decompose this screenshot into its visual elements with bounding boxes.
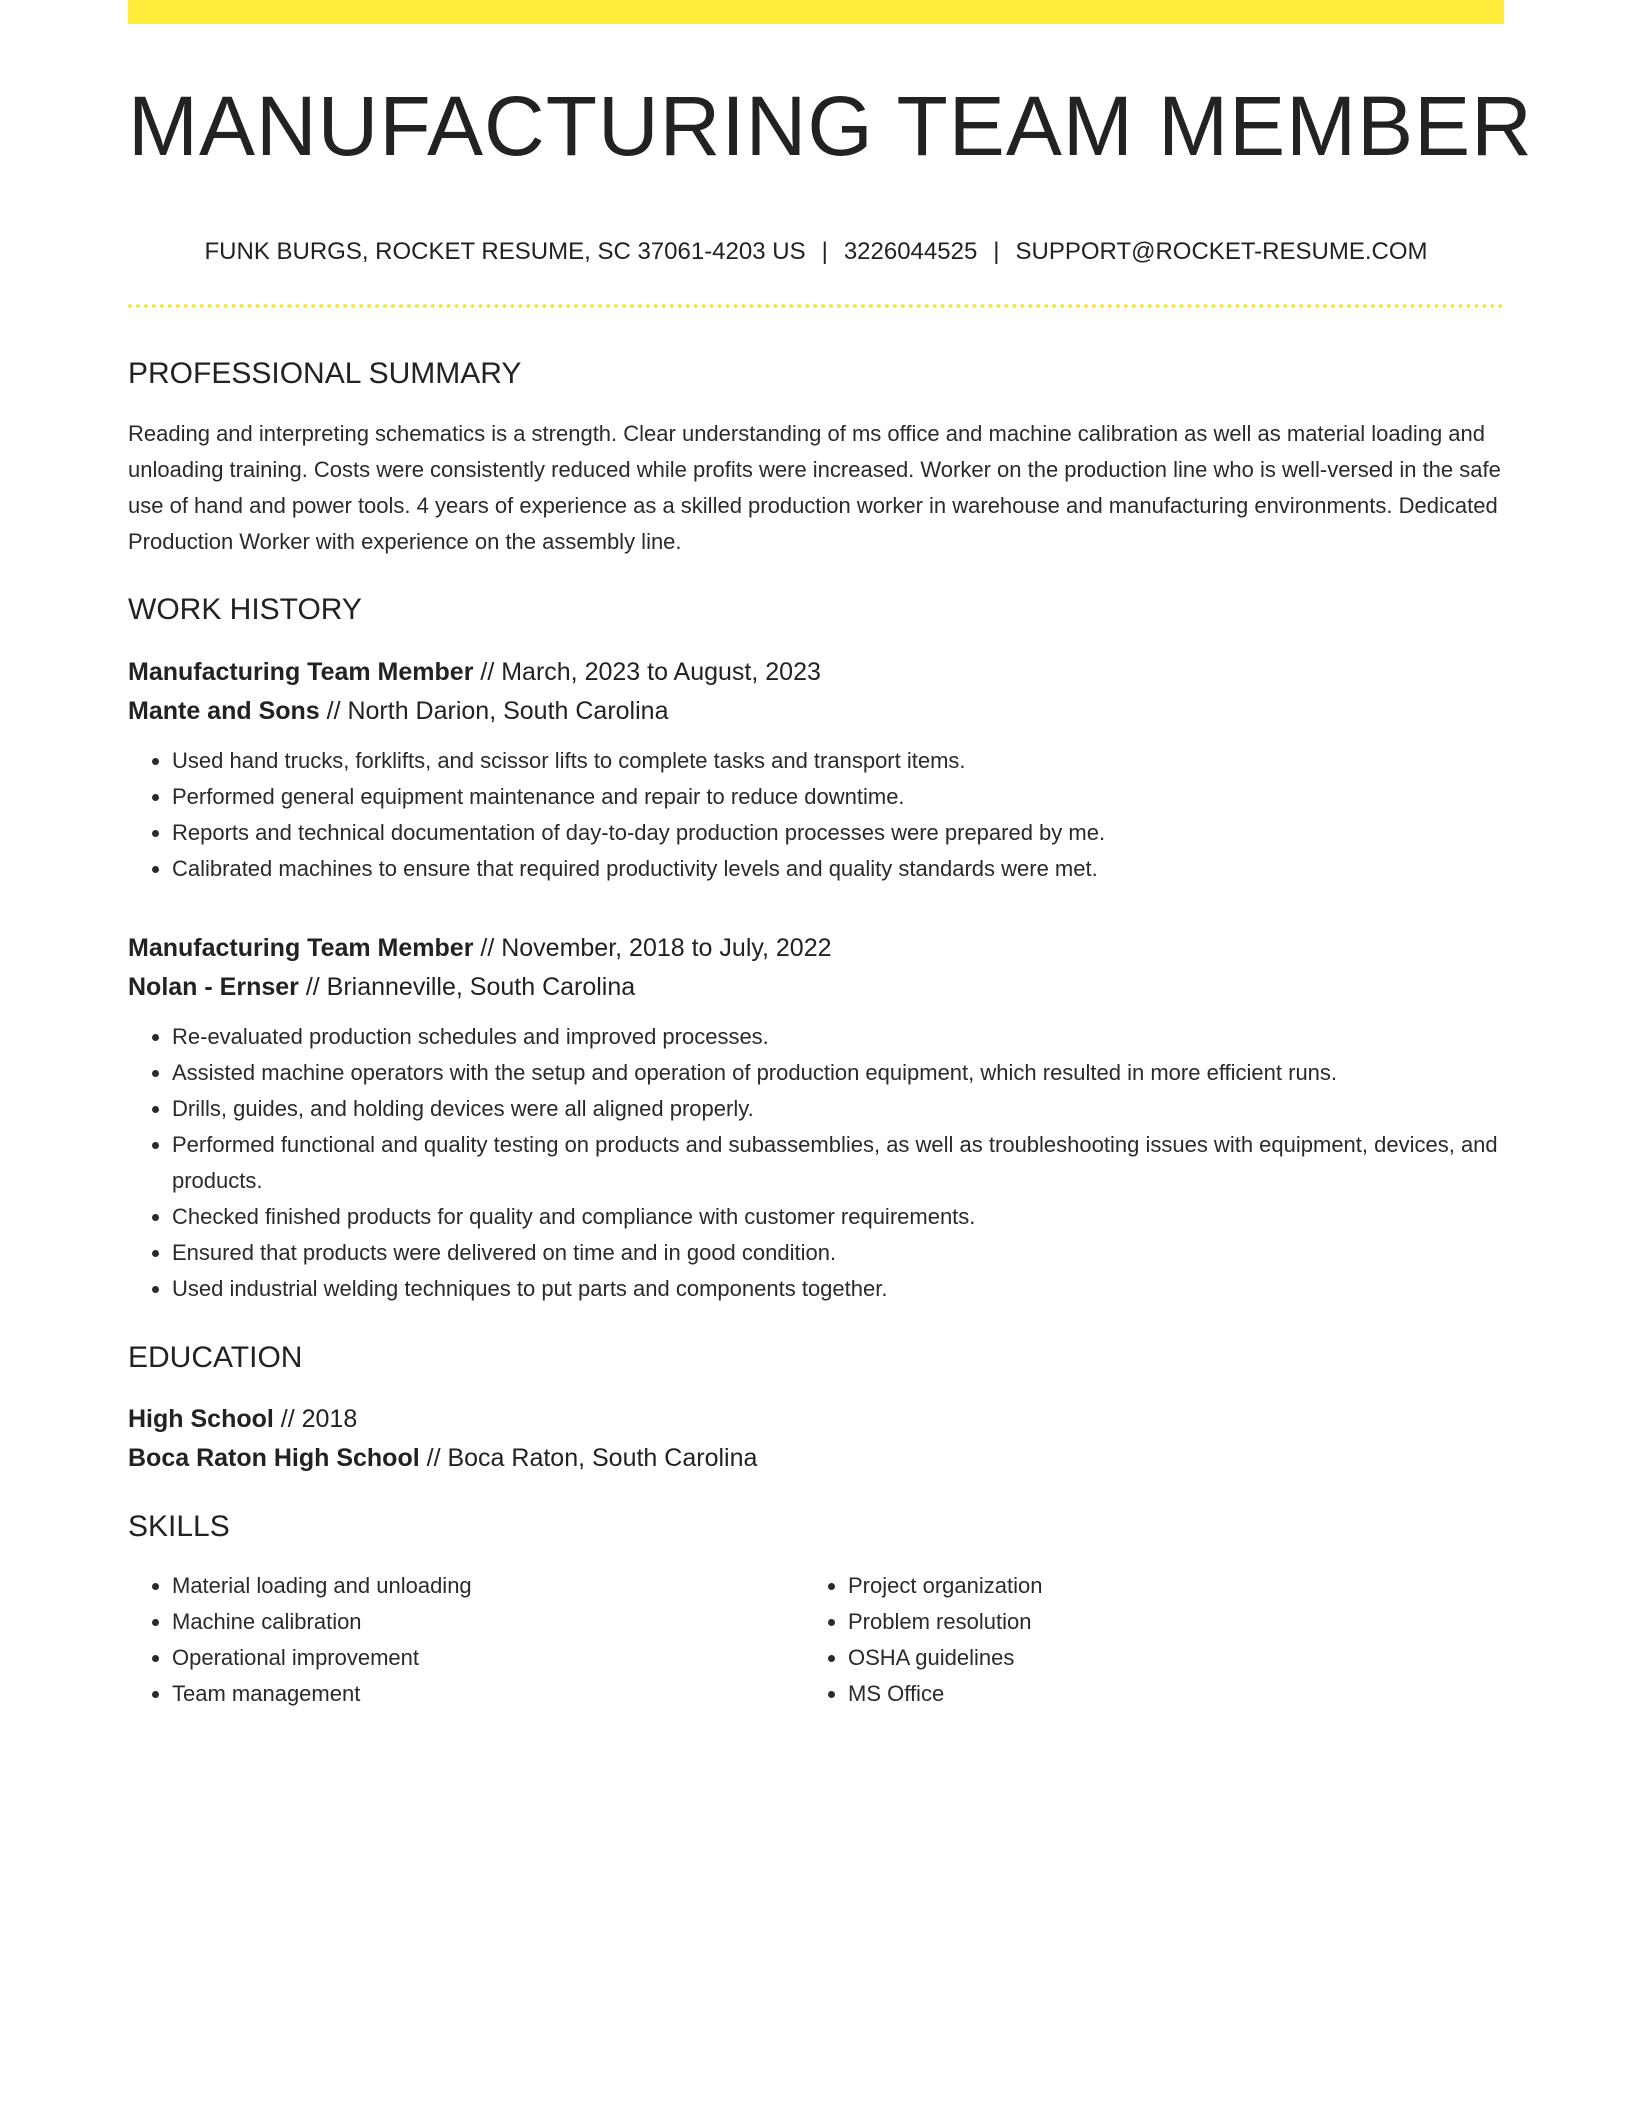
job-dates: // November, 2018 to July, 2022 xyxy=(473,934,832,962)
education-school-line xyxy=(128,1439,1504,1478)
job-company-line xyxy=(128,968,1504,1007)
job-company: Mante and Sons xyxy=(128,697,320,725)
skills-list xyxy=(128,1568,804,1712)
job-role-line xyxy=(128,929,1504,968)
dotted-divider xyxy=(128,304,1504,308)
job-entry xyxy=(128,929,1504,1307)
skills-column-left xyxy=(128,1568,804,1712)
summary-heading: PROFESSIONAL SUMMARY xyxy=(128,357,522,390)
list-item: • Drills, guides, and holding devices were all aligned properly. xyxy=(172,1091,1504,1127)
list-item: • Project organization xyxy=(848,1568,1480,1604)
job-location: // Brianneville, South Carolina xyxy=(298,973,636,1001)
job-location: // North Darion, South Carolina xyxy=(319,697,669,725)
list-item: • Team management xyxy=(172,1676,804,1712)
summary-text: Reading and interpreting schematics is a strength. Clear understanding of ms office and machine calibration as well as material loading and unloading training. Costs were consistently reduced while profits were increased. Worker on the production line who is well-versed in the safe use of hand and power tools. 4 years of experience as a skilled production worker in warehouse and manufacturing environments. Dedicated Production Worker with experience on the assembly line. xyxy=(128,421,1501,554)
list-item: • Used hand trucks, forklifts, and scissor lifts to complete tasks and transport items. xyxy=(172,743,1504,779)
skills-column-right xyxy=(804,1568,1480,1712)
job-role: Manufacturing Team Member xyxy=(128,934,474,962)
job-dates: // March, 2023 to August, 2023 xyxy=(473,658,821,686)
contact-separator: | xyxy=(993,238,1000,265)
contact-address: FUNK BURGS, ROCKET RESUME, SC 37061-4203 US xyxy=(204,238,806,265)
job-role: Manufacturing Team Member xyxy=(128,658,474,686)
list-item: • Operational improvement xyxy=(172,1640,804,1676)
list-item: • Problem resolution xyxy=(848,1604,1480,1640)
list-item: • Reports and technical documentation of day-to-day production processes were prepared by me. xyxy=(172,815,1504,851)
job-company-line xyxy=(128,692,1504,731)
education-school: Boca Raton High School xyxy=(128,1444,420,1472)
list-item: • Performed functional and quality testing on products and subassemblies, as well as troubleshooting issues with equipment, devices, and products. xyxy=(172,1127,1504,1199)
list-item: • Material loading and unloading xyxy=(172,1568,804,1604)
education-year: // 2018 xyxy=(273,1405,358,1433)
contact-line xyxy=(128,240,1504,264)
list-item: • OSHA guidelines xyxy=(848,1640,1480,1676)
education-location: // Boca Raton, South Carolina xyxy=(419,1444,758,1472)
contact-phone: 3226044525 xyxy=(843,238,978,265)
skills-grid xyxy=(128,1568,1504,1712)
list-item: • Ensured that products were delivered on time and in good condition. xyxy=(172,1235,1504,1271)
job-role-line xyxy=(128,653,1504,692)
work-history-heading: WORK HISTORY xyxy=(128,593,362,626)
contact-email: SUPPORT@ROCKET-RESUME.COM xyxy=(1015,238,1428,265)
job-duties-list xyxy=(128,1019,1504,1307)
job-duties-list xyxy=(128,743,1504,887)
education-entry xyxy=(128,1400,1504,1478)
list-item: • Re-evaluated production schedules and improved processes. xyxy=(172,1019,1504,1055)
list-item: • Performed general equipment maintenance and repair to reduce downtime. xyxy=(172,779,1504,815)
skills-list xyxy=(804,1568,1480,1712)
education-degree: High School xyxy=(128,1405,274,1433)
list-item: • Machine calibration xyxy=(172,1604,804,1640)
skills-heading: SKILLS xyxy=(128,1510,230,1543)
job-entry xyxy=(128,653,1504,887)
page-title: MANUFACTURING TEAM MEMBER xyxy=(128,79,1533,173)
contact-separator: | xyxy=(821,238,828,265)
job-company: Nolan - Ernser xyxy=(128,973,299,1001)
list-item: • Used industrial welding techniques to put parts and components together. xyxy=(172,1271,1504,1307)
list-item: • Assisted machine operators with the setup and operation of production equipment, which resulted in more efficient runs. xyxy=(172,1055,1504,1091)
list-item: • Calibrated machines to ensure that required productivity levels and quality standards were met. xyxy=(172,851,1504,887)
resume-page xyxy=(128,0,1533,1712)
list-item: • MS Office xyxy=(848,1676,1480,1712)
accent-top-bar xyxy=(128,0,1504,24)
education-degree-line xyxy=(128,1400,1504,1439)
list-item: • Checked finished products for quality and compliance with customer requirements. xyxy=(172,1199,1504,1235)
education-heading: EDUCATION xyxy=(128,1341,303,1374)
